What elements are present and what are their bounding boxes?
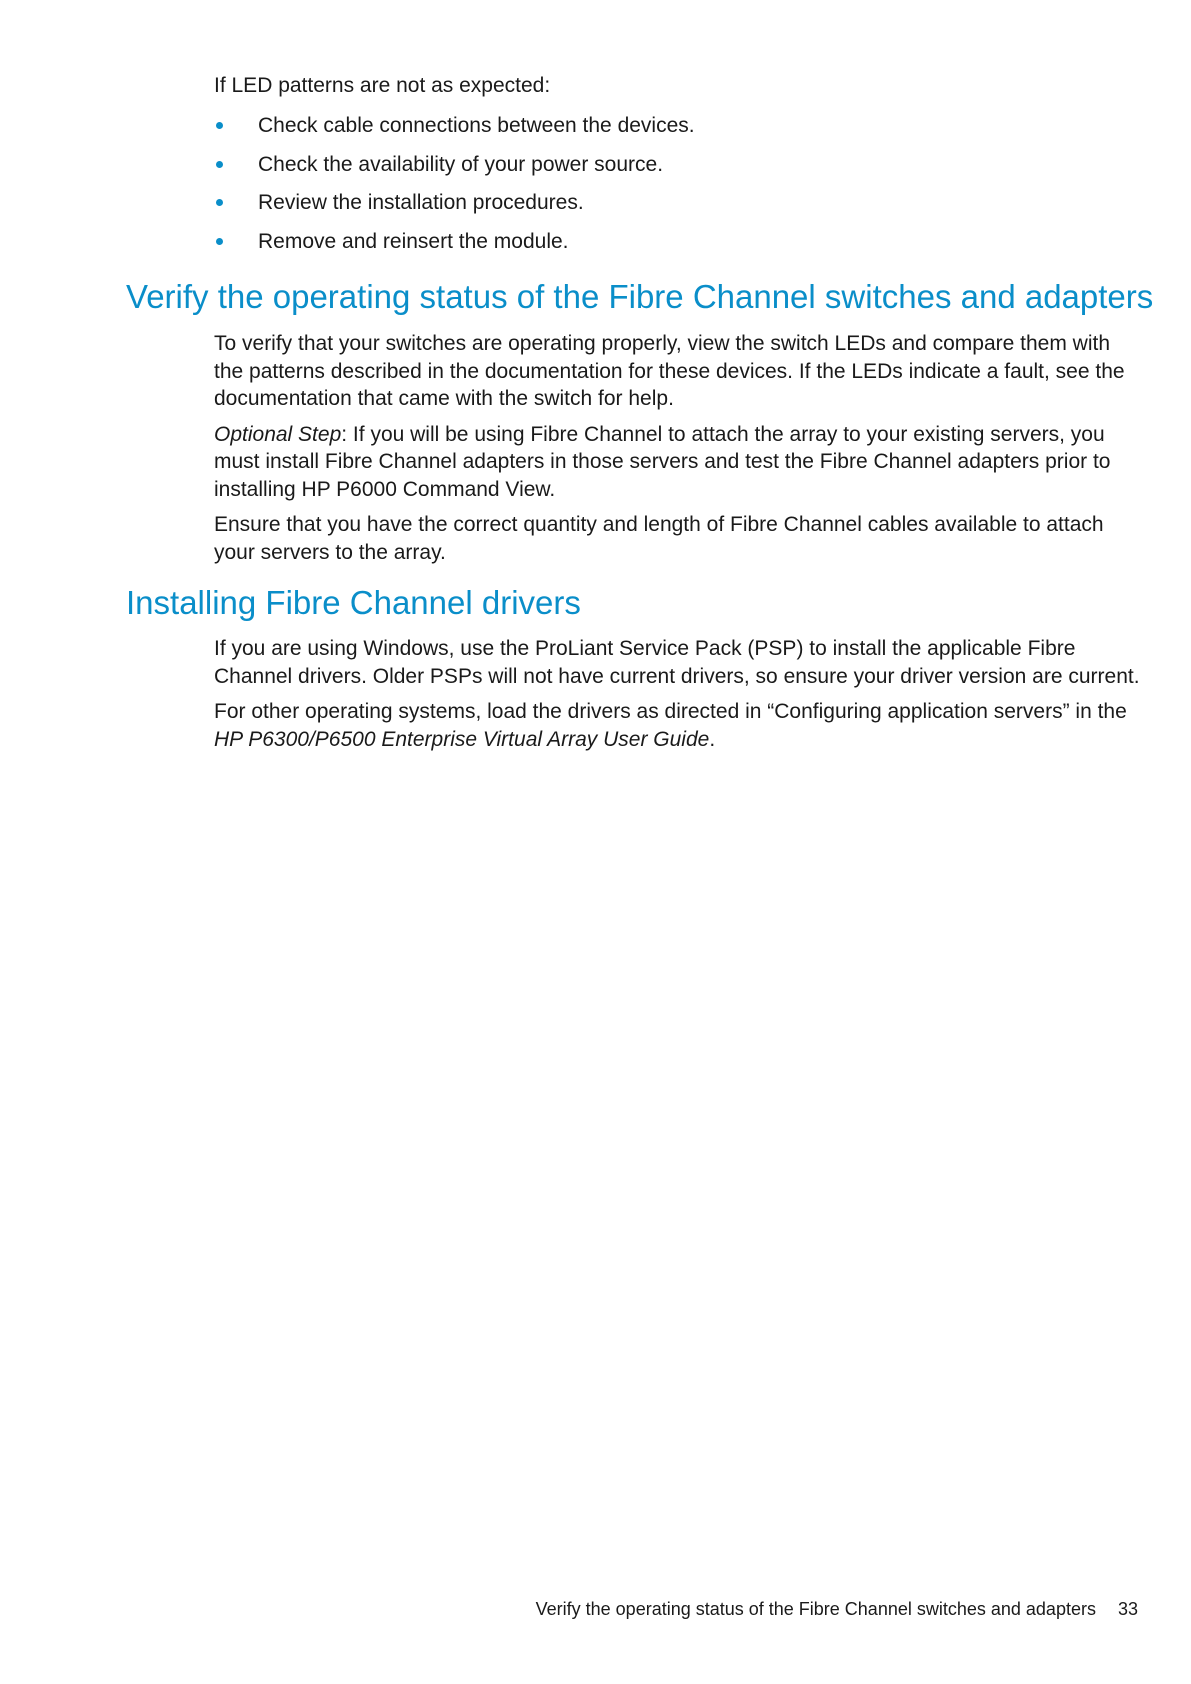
checklist bbox=[214, 112, 695, 266]
paragraph: Ensure that you have the correct quantity and length of Fibre Channel cables available to attach your servers to the array. bbox=[214, 513, 1104, 564]
bullet-icon bbox=[216, 122, 223, 129]
paragraph-text: : If you will be using Fibre Channel to attach the array to your existing servers, you must install Fibre Channel adapters in those servers and test the Fibre Channel adapters prior to installing HP P6000 Command View. bbox=[214, 422, 1111, 501]
bullet-icon bbox=[216, 238, 223, 245]
list-item-text: Check the availability of your power source. bbox=[258, 152, 664, 176]
bullet-icon bbox=[216, 161, 223, 168]
page-footer bbox=[536, 1597, 1138, 1621]
intro-text: If LED patterns are not as expected: bbox=[214, 74, 551, 97]
paragraph-text: . bbox=[709, 727, 716, 751]
section-verify-body bbox=[214, 330, 1144, 574]
footer-title: Verify the operating status of the Fibre Channel switches and adapters bbox=[535, 1599, 1096, 1619]
section-install-body bbox=[214, 635, 1144, 761]
list-item bbox=[214, 151, 695, 190]
section-heading-install: Installing Fibre Channel drivers bbox=[126, 584, 581, 621]
bullet-icon bbox=[216, 199, 223, 206]
section-heading-verify: Verify the operating status of the Fibre Channel switches and adapters bbox=[126, 278, 1154, 315]
page-number: 33 bbox=[1117, 1599, 1138, 1619]
paragraph: If you are using Windows, use the ProLiant Service Pack (PSP) to install the applicable Fibre Channel drivers. Older PSPs will not have current drivers, so ensure your driver version are current. bbox=[214, 637, 1140, 688]
optional-step-label: Optional Step bbox=[214, 422, 342, 446]
list-item-text: Review the installation procedures. bbox=[258, 191, 584, 214]
list-item bbox=[214, 112, 695, 151]
list-item bbox=[214, 228, 695, 267]
guide-title: HP P6300/P6500 Enterprise Virtual Array User Guide bbox=[214, 727, 710, 751]
paragraph bbox=[214, 421, 1144, 504]
list-item-text: Remove and reinsert the module. bbox=[258, 229, 569, 253]
paragraph-text: For other operating systems, load the drivers as directed in “Configuring application servers” in the bbox=[214, 700, 1127, 723]
list-item bbox=[214, 189, 695, 228]
list-item-text: Check cable connections between the devices. bbox=[258, 114, 695, 137]
paragraph bbox=[214, 698, 1144, 753]
paragraph: To verify that your switches are operating properly, view the switch LEDs and compare them with the patterns described in the documentation for these devices. If the LEDs indicate a fault, see the documentation that came with the switch for help. bbox=[214, 332, 1125, 410]
